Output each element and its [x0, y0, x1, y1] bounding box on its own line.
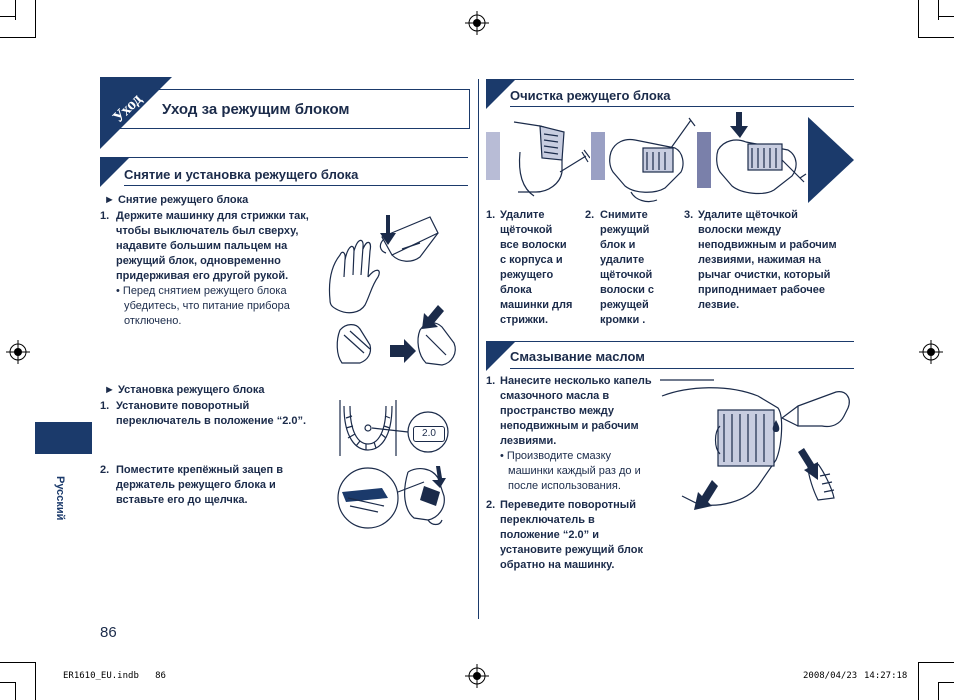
cleaning-illustration-3	[712, 110, 808, 205]
section-title-oiling: Смазывание маслом	[510, 349, 645, 364]
cleaning-step2-num: 2.	[585, 209, 595, 221]
removal-heading: ► Снятие режущего блока	[104, 194, 249, 206]
oiling-illustration	[658, 376, 854, 520]
oiling-note: • Производите смазку машинки каждый раз до и после использования.	[500, 450, 641, 492]
column-divider	[478, 79, 479, 619]
registration-mark-bottom-icon	[465, 664, 489, 688]
cleaning-step3-text: Удалите щёточкой волоски между неподвижным и рабочим лезвиями, нажимая на рычаг очистки, который приподнимает рабочее лезвие.	[698, 209, 837, 311]
oiling-step2-text: Переведите поворотный переключатель в положение “2.0” и установите режущий блок обратно на машинку.	[500, 499, 643, 571]
cleaning-illustration-2	[605, 112, 700, 207]
footer-file: ER1610_EU.indb 86	[63, 671, 166, 681]
cleaning-panel-marker-2	[591, 132, 605, 180]
section-title-cleaning: Очистка режущего блока	[510, 88, 671, 103]
cleaning-step1-num: 1.	[486, 209, 496, 221]
side-tab-bar	[35, 422, 92, 454]
cleaning-illustration-1	[500, 112, 590, 202]
removal-step1-text: Держите машинку для стрижки так, чтобы выключатель был сверху, надавите большим пальцем на режущий блок, одновременно придерживая его другой рукой.	[116, 210, 309, 282]
cleaning-next-arrow	[808, 117, 854, 203]
removal-note: • Перед снятием режущего блока убедитесь, что питание прибора отключено.	[116, 285, 290, 327]
cleaning-step2-text: Снимите режущий блок и удалите щёточкой волоски с режущей кромки .	[600, 209, 655, 326]
install-step1-num: 1.	[100, 400, 110, 412]
install-heading: ► Установка режущего блока	[104, 384, 265, 396]
oiling-step2-num: 2.	[486, 499, 496, 511]
section-title-removal-install: Снятие и установка режущего блока	[124, 167, 359, 182]
attach-illustration	[328, 462, 468, 530]
dial-position-label: 2.0	[413, 426, 445, 442]
removal-step1-num: 1.	[100, 210, 110, 222]
install-step2-text: Поместите крепёжный зацеп в держатель режущего блока и вставьте его до щелчка.	[116, 464, 283, 506]
header-tab-label: Уход	[109, 90, 146, 127]
oiling-step1-text: Нанесите несколько капель смазочного масла в пространство между неподвижным и рабочим лезвиями.	[500, 375, 652, 447]
registration-mark-top-icon	[465, 11, 489, 35]
side-tab-language: Русский	[54, 476, 66, 521]
install-step1-text: Установите поворотный переключатель в положение “2.0”.	[116, 400, 307, 427]
cleaning-step1-text: Удалите щёточкой все волоски с корпуса и режущего блока машинки для стрижки.	[500, 209, 573, 326]
page-title: Уход за режущим блоком	[162, 101, 350, 118]
registration-mark-left-icon	[6, 340, 30, 364]
footer-date: 2008/04/23	[803, 671, 858, 681]
footer-time: 14:27:18	[864, 671, 908, 681]
install-step2-num: 2.	[100, 464, 110, 476]
registration-mark-right-icon	[919, 340, 943, 364]
removal-illustration	[320, 205, 468, 370]
oiling-step1-num: 1.	[486, 375, 496, 387]
page-number: 86	[100, 624, 117, 641]
cleaning-step3-num: 3.	[684, 209, 694, 221]
cleaning-panel-marker-1	[486, 132, 500, 180]
